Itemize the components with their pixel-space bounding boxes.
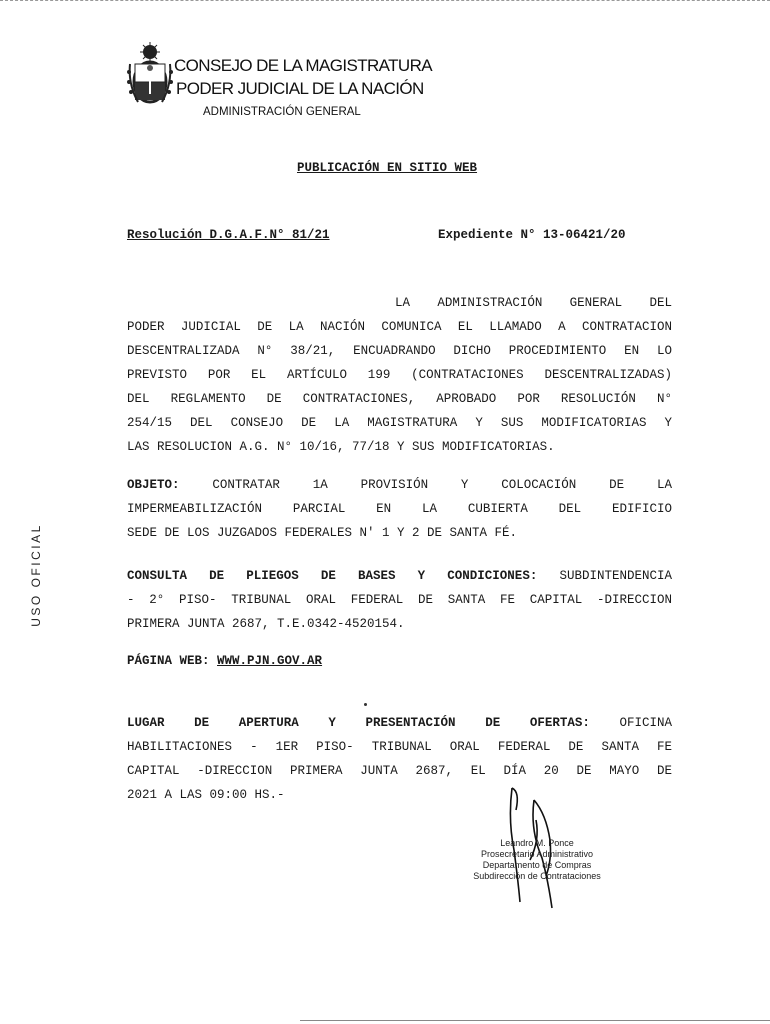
intro-line: LA ADMINISTRACIÓN GENERAL DEL bbox=[395, 296, 672, 310]
web-line bbox=[127, 649, 672, 673]
intro-line: PODER JUDICIAL DE LA NACIÓN COMUNICA EL LLAMADO A CONTRATACION bbox=[127, 320, 672, 334]
scan-speck bbox=[364, 703, 367, 706]
lugar-line bbox=[127, 711, 672, 735]
objeto-line: IMPERMEABILIZACIÓN PARCIAL EN LA CUBIERTA DEL EDIFICIO bbox=[127, 502, 672, 516]
consulta-line: PRIMERA JUNTA 2687, T.E.0342-4520154. bbox=[127, 617, 405, 631]
document-title: PUBLICACIÓN EN SITIO WEB bbox=[297, 161, 478, 175]
lugar-line: HABILITACIONES - 1ER PISO- TRIBUNAL ORAL FEDERAL DE SANTA FE bbox=[127, 740, 672, 754]
lugar-label: LUGAR DE APERTURA Y PRESENTACIÓN DE OFERTAS: bbox=[127, 716, 590, 730]
objeto-paragraph bbox=[127, 473, 672, 545]
intro-line: PREVISTO POR EL ARTÍCULO 199 (CONTRATACIONES DESCENTRALIZADAS) bbox=[127, 368, 672, 382]
lugar-paragraph bbox=[127, 711, 672, 807]
argentine-coat-of-arms-icon bbox=[126, 42, 174, 106]
file-number: Expediente N° 13-06421/20 bbox=[438, 228, 626, 242]
intro-line: LAS RESOLUCION A.G. N° 10/16, 77/18 Y SUS MODIFICATORIAS. bbox=[127, 440, 555, 454]
signer-name: Leandro M. Ponce bbox=[500, 838, 574, 848]
institution-name: CONSEJO DE LA MAGISTRATURA bbox=[174, 56, 433, 75]
lugar-line: CAPITAL -DIRECCION PRIMERA JUNTA 2687, EL DÍA 20 DE MAYO DE bbox=[127, 764, 672, 778]
website-link[interactable]: WWW.PJN.GOV.AR bbox=[217, 654, 323, 668]
signer-division: Subdirección de Contrataciones bbox=[473, 871, 601, 881]
consulta-line bbox=[127, 564, 672, 588]
lugar-text: OFICINA bbox=[619, 716, 672, 730]
consulta-label: CONSULTA DE PLIEGOS DE BASES Y CONDICIONES: bbox=[127, 569, 538, 583]
consulta-text: SUBDINTENDENCIA bbox=[559, 569, 672, 583]
consulta-line: - 2° PISO- TRIBUNAL ORAL FEDERAL DE SANTA FE CAPITAL -DIRECCION bbox=[127, 593, 672, 607]
objeto-line bbox=[127, 473, 672, 497]
web-label: PÁGINA WEB: bbox=[127, 654, 210, 668]
scan-bottom-edge bbox=[300, 1020, 770, 1021]
objeto-label: OBJETO: bbox=[127, 478, 180, 492]
resolution-number: Resolución D.G.A.F.N° 81/21 bbox=[127, 228, 330, 242]
objeto-line: SEDE DE LOS JUZGADOS FEDERALES N' 1 Y 2 DE SANTA FÉ. bbox=[127, 526, 518, 540]
intro-line: 254/15 DEL CONSEJO DE LA MAGISTRATURA Y SUS MODIFICATORIAS Y bbox=[127, 416, 672, 430]
intro-paragraph bbox=[127, 291, 672, 459]
institution-subname: PODER JUDICIAL DE LA NACIÓN bbox=[176, 79, 424, 98]
consulta-paragraph bbox=[127, 564, 672, 636]
intro-line: DESCENTRALIZADA N° 38/21, ENCUADRANDO DICHO PROCEDIMIENTO EN LO bbox=[127, 344, 672, 358]
department-name: ADMINISTRACIÓN GENERAL bbox=[203, 106, 361, 118]
signer-department: Departamento de Compras bbox=[482, 860, 592, 870]
objeto-text: CONTRATAR 1A PROVISIÓN Y COLOCACIÓN DE LA bbox=[212, 478, 672, 492]
scan-top-edge bbox=[0, 0, 770, 4]
web-paragraph bbox=[127, 649, 672, 673]
official-use-label: USO OFICIAL bbox=[29, 523, 43, 627]
signature-block bbox=[452, 838, 622, 882]
signer-title: Prosecretario Administrativo bbox=[480, 849, 594, 859]
lugar-line: 2021 A LAS 09:00 HS.- bbox=[127, 788, 285, 802]
intro-line: DEL REGLAMENTO DE CONTRATACIONES, APROBADO POR RESOLUCIÓN N° bbox=[127, 392, 672, 406]
